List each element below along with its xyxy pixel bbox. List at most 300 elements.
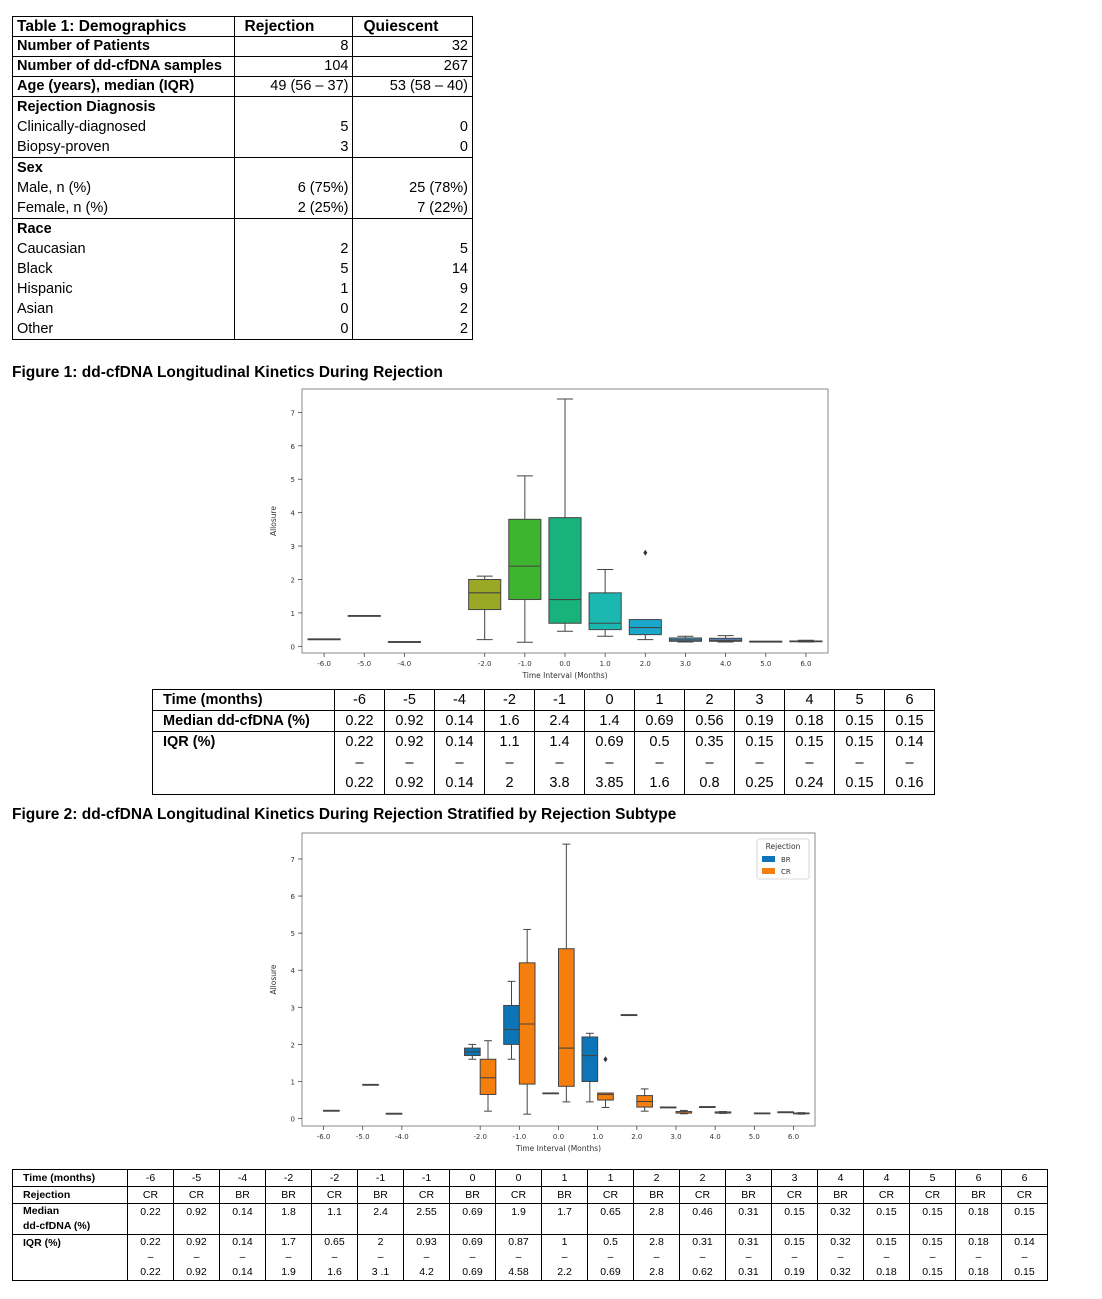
- median-row-cell: 2.4: [358, 1204, 404, 1235]
- iqr-low: 0.92: [395, 734, 424, 750]
- iqr-dash: –: [653, 1251, 660, 1263]
- median-row-cell: 0.18: [956, 1204, 1002, 1235]
- table1-row: [13, 77, 473, 97]
- table1-title: Table 1: Demographics: [13, 17, 235, 37]
- iqr-high: 0.22: [140, 1266, 161, 1278]
- y-tick-label: 2: [290, 1041, 295, 1050]
- rejection-value: 104: [234, 57, 353, 77]
- iqr-high: 1.6: [649, 775, 670, 791]
- median-row-cell: 1.8: [266, 1204, 312, 1235]
- iqr-low: 0.93: [416, 1236, 437, 1248]
- iqr-dash: –: [285, 1251, 292, 1263]
- rejection-row-cell: CR: [128, 1187, 174, 1204]
- iqr-row-cell: [312, 1235, 358, 1281]
- iqr-dash: –: [655, 754, 664, 771]
- time-row-cell: -5: [385, 690, 435, 711]
- iqr-row: [153, 732, 935, 795]
- item-quiescent: 5: [459, 241, 468, 257]
- y-tick-label: 7: [290, 855, 295, 864]
- iqr-box: [469, 579, 501, 609]
- iqr-high: 0.18: [876, 1266, 897, 1278]
- median-row-cell: 0.32: [818, 1204, 864, 1235]
- group-rejection-values: [234, 219, 353, 340]
- iqr-high: 0.16: [895, 775, 924, 791]
- x-tick-label: -5.0: [355, 1133, 370, 1141]
- group-labels: [13, 97, 235, 158]
- quiescent-value: 53 (58 – 40): [353, 77, 473, 97]
- y-tick-label: 0: [290, 1115, 295, 1124]
- figure2-boxplot: [260, 828, 820, 1158]
- iqr-dash: –: [147, 1251, 154, 1263]
- iqr-low: 0.69: [595, 734, 624, 750]
- iqr-row-cell: [885, 732, 935, 795]
- iqr-high: 0.14: [445, 775, 474, 791]
- x-tick-label: -1.0: [512, 1133, 527, 1141]
- y-tick-label: 6: [290, 893, 295, 902]
- x-tick-label: -6.0: [316, 1133, 331, 1141]
- iqr-box: [559, 949, 575, 1087]
- iqr-low: 0.14: [445, 734, 474, 750]
- col-quiescent: Quiescent: [353, 17, 473, 37]
- median-row-cell: 0.92: [174, 1204, 220, 1235]
- median-row-cell: 0.46: [680, 1204, 726, 1235]
- iqr-low: 0.35: [695, 734, 724, 750]
- y-tick-label: 4: [290, 967, 295, 976]
- box--6: [308, 639, 340, 640]
- iqr-row-cell: [772, 1235, 818, 1281]
- y-tick-label: 1: [290, 609, 295, 618]
- time-row-cell: -1: [358, 1170, 404, 1187]
- figure2-summary-table: [12, 1169, 1048, 1281]
- time-row-cell: 3: [735, 690, 785, 711]
- iqr-low: 0.5: [649, 734, 670, 750]
- rejection-value: 8: [234, 37, 353, 57]
- rejection-row-cell: CR: [772, 1187, 818, 1204]
- iqr-box: [504, 1005, 520, 1044]
- time-row-cell: 4: [785, 690, 835, 711]
- item-rejection: 2 (25%): [297, 200, 349, 216]
- item-quiescent: 0: [459, 139, 468, 155]
- spacer: [239, 97, 349, 117]
- item-rejection: 5: [340, 119, 349, 135]
- time-row-cell: 3: [772, 1170, 818, 1187]
- iqr-row-cell: [535, 732, 585, 795]
- col-rejection: Rejection: [234, 17, 353, 37]
- time-row-cell: -1: [535, 690, 585, 711]
- x-tick-label: 5.0: [748, 1133, 760, 1141]
- median-row-label: [13, 1204, 128, 1235]
- x-tick-label: 0.0: [559, 660, 571, 668]
- demographics-table: [12, 16, 473, 340]
- y-tick-label: 6: [290, 442, 295, 451]
- figure1-boxplot: [260, 384, 840, 684]
- iqr-box: [480, 1059, 496, 1094]
- spacer: [357, 219, 468, 239]
- x-tick-label: 3.0: [670, 1133, 682, 1141]
- iqr-low: 2: [377, 1236, 384, 1248]
- item-rejection: 3: [340, 139, 349, 155]
- spacer: [239, 158, 349, 178]
- median-row-cell: 1.9: [496, 1204, 542, 1235]
- x-axis-label: Time Interval (Months): [515, 1144, 602, 1153]
- rejection-row-cell: CR: [588, 1187, 634, 1204]
- median-row-cell: 0.22: [128, 1204, 174, 1235]
- group-quiescent-values: [353, 97, 473, 158]
- group-header: Rejection Diagnosis: [17, 99, 156, 115]
- iqr-dash: –: [193, 1251, 200, 1263]
- group-labels: [13, 219, 235, 340]
- iqr-dash: –: [905, 754, 914, 771]
- iqr-high: 0.19: [784, 1266, 805, 1278]
- iqr-dash: –: [331, 1251, 338, 1263]
- item-label: Caucasian: [17, 241, 86, 257]
- rejection-row-label: Rejection: [13, 1187, 128, 1204]
- median-row-cell: 0.14: [435, 711, 485, 732]
- row-label: Number of dd-cfDNA samples: [13, 57, 235, 77]
- median-row-cell: 0.92: [385, 711, 435, 732]
- median-row-cell: 0.15: [835, 711, 885, 732]
- iqr-row-cell: [404, 1235, 450, 1281]
- group-labels: [13, 158, 235, 219]
- y-tick-label: 1: [290, 1078, 295, 1087]
- figure1-title: Figure 1: dd-cfDNA Longitudinal Kinetics During Rejection: [12, 364, 443, 381]
- iqr-low: 2.8: [649, 1236, 664, 1248]
- iqr-dash: –: [377, 1251, 384, 1263]
- item-quiescent: 2: [459, 301, 468, 317]
- x-tick-label: 2.0: [631, 1133, 643, 1141]
- median-row-cell: 0.14: [220, 1204, 266, 1235]
- iqr-row-cell: [785, 732, 835, 795]
- y-tick-label: 5: [290, 476, 295, 485]
- item-label: Biopsy-proven: [17, 139, 110, 155]
- iqr-low: 1: [561, 1236, 568, 1248]
- legend-swatch: [762, 856, 775, 862]
- x-tick-label: 1.0: [592, 1133, 604, 1141]
- table1-group-row: [13, 158, 473, 219]
- iqr-box: [589, 593, 621, 630]
- x-tick-label: 6.0: [800, 660, 812, 668]
- row-label: Number of Patients: [13, 37, 235, 57]
- iqr-high: 0.15: [1014, 1266, 1035, 1278]
- iqr-high: 3.85: [595, 775, 624, 791]
- figure2-title: Figure 2: dd-cfDNA Longitudinal Kinetics During Rejection Stratified by Rejection Subtype: [12, 806, 677, 823]
- item-rejection: 0: [340, 321, 349, 337]
- x-tick-label: 0.0: [552, 1133, 565, 1141]
- time-row-cell: -4: [435, 690, 485, 711]
- time-row-cell: 0: [585, 690, 635, 711]
- time-row-cell: 1: [588, 1170, 634, 1187]
- rejection-row: [13, 1187, 1048, 1204]
- item-rejection: 0: [340, 301, 349, 317]
- box-CR--6: [324, 1110, 340, 1111]
- iqr-low: 1.1: [499, 734, 520, 750]
- box-BR--4: [386, 1113, 402, 1114]
- time-row-label: Time (months): [13, 1170, 128, 1187]
- y-tick-label: 7: [290, 409, 295, 418]
- item-label: Hispanic: [17, 281, 73, 297]
- box-BR-3: [660, 1107, 676, 1108]
- item-label: Male, n (%): [17, 180, 92, 196]
- rejection-row-cell: CR: [496, 1187, 542, 1204]
- x-tick-label: -6.0: [317, 660, 331, 668]
- figure1-summary-table: [152, 689, 935, 795]
- item-label: Asian: [17, 301, 54, 317]
- iqr-dash: –: [469, 1251, 476, 1263]
- group-header: Race: [17, 221, 52, 237]
- rejection-row-cell: BR: [956, 1187, 1002, 1204]
- median-row-cell: 0.15: [772, 1204, 818, 1235]
- y-tick-label: 0: [290, 643, 295, 652]
- y-tick-label: 5: [290, 930, 295, 939]
- box-BR-0: [543, 1093, 559, 1094]
- iqr-high: 0.92: [395, 775, 424, 791]
- iqr-dash: –: [561, 1251, 568, 1263]
- iqr-dash: –: [355, 754, 364, 771]
- iqr-row-cell: [685, 732, 735, 795]
- iqr-low: 0.18: [968, 1236, 989, 1248]
- iqr-low: 0.15: [745, 734, 774, 750]
- x-tick-label: 3.0: [679, 660, 692, 668]
- table1-header-row: [13, 17, 473, 37]
- item-label: Clinically-diagnosed: [17, 119, 146, 135]
- iqr-row-cell: [635, 732, 685, 795]
- time-row-cell: 6: [956, 1170, 1002, 1187]
- rejection-row-cell: BR: [266, 1187, 312, 1204]
- median-row-cell: 0.15: [910, 1204, 956, 1235]
- iqr-high: 0.62: [692, 1266, 713, 1278]
- box-CR--5: [363, 1084, 379, 1085]
- time-row-cell: -6: [335, 690, 385, 711]
- iqr-row-cell: [220, 1235, 266, 1281]
- time-row: [13, 1170, 1048, 1187]
- iqr-high: 0.69: [600, 1266, 621, 1278]
- box-5: [750, 641, 782, 642]
- legend-swatch: [762, 868, 775, 874]
- iqr-dash: –: [699, 1251, 706, 1263]
- iqr-row-cell: [735, 732, 785, 795]
- x-tick-label: 6.0: [787, 1133, 800, 1141]
- iqr-low: 0.14: [1014, 1236, 1035, 1248]
- iqr-low: 0.69: [462, 1236, 483, 1248]
- iqr-low: 1.7: [281, 1236, 296, 1248]
- iqr-low: 0.31: [738, 1236, 759, 1248]
- iqr-row-cell: [435, 732, 485, 795]
- iqr-dash: –: [929, 1251, 936, 1263]
- time-row-cell: -6: [128, 1170, 174, 1187]
- iqr-high: 0.31: [738, 1266, 759, 1278]
- group-header: Sex: [17, 160, 43, 176]
- y-tick-label: 3: [290, 1004, 295, 1013]
- box-BR-2: [621, 1015, 637, 1016]
- rejection-row-cell: CR: [174, 1187, 220, 1204]
- x-tick-label: -2.0: [477, 660, 492, 668]
- iqr-row-cell: [485, 732, 535, 795]
- median-row-cell: 1.4: [585, 711, 635, 732]
- iqr-high: 0.22: [345, 775, 374, 791]
- y-tick-label: 2: [290, 576, 295, 585]
- x-tick-label: 2.0: [639, 660, 651, 668]
- iqr-dash: –: [423, 1251, 430, 1263]
- iqr-row-cell: [385, 732, 435, 795]
- time-row-cell: 6: [885, 690, 935, 711]
- rejection-row-cell: BR: [634, 1187, 680, 1204]
- item-quiescent: 2: [459, 321, 468, 337]
- iqr-row-cell: [588, 1235, 634, 1281]
- iqr-dash: –: [745, 1251, 752, 1263]
- time-row-cell: 1: [635, 690, 685, 711]
- table1-row: [13, 37, 473, 57]
- x-tick-label: -4.0: [395, 1133, 409, 1141]
- time-row-cell: 5: [835, 690, 885, 711]
- iqr-dash: –: [791, 1251, 798, 1263]
- time-row-cell: -2: [312, 1170, 358, 1187]
- iqr-high: 0.69: [462, 1266, 483, 1278]
- time-row-cell: 4: [864, 1170, 910, 1187]
- rejection-value: 49 (56 – 37): [234, 77, 353, 97]
- median-label-line2: dd-cfDNA (%): [23, 1220, 91, 1232]
- time-row-cell: -1: [404, 1170, 450, 1187]
- rejection-row-cell: BR: [818, 1187, 864, 1204]
- iqr-high: 2.8: [649, 1266, 664, 1278]
- iqr-dash: –: [975, 1251, 982, 1263]
- x-tick-label: -5.0: [357, 660, 372, 668]
- iqr-dash: –: [605, 754, 614, 771]
- median-row-label: Median dd-cfDNA (%): [153, 711, 335, 732]
- median-row: [13, 1204, 1048, 1235]
- x-tick-label: 1.0: [599, 660, 611, 668]
- box-BR-6: [778, 1112, 794, 1113]
- box--5: [348, 616, 380, 617]
- x-tick-label: 4.0: [720, 660, 732, 668]
- iqr-high: 0.8: [699, 775, 720, 791]
- item-rejection: 6 (75%): [297, 180, 349, 196]
- rejection-row-cell: BR: [358, 1187, 404, 1204]
- time-row-cell: 2: [634, 1170, 680, 1187]
- table1-group-row: [13, 219, 473, 340]
- time-row-cell: 4: [818, 1170, 864, 1187]
- legend: [757, 839, 809, 879]
- y-tick-label: 4: [290, 509, 295, 518]
- median-row: [153, 711, 935, 732]
- time-row-cell: 0: [496, 1170, 542, 1187]
- iqr-row-cell: [128, 1235, 174, 1281]
- iqr-row: [13, 1235, 1048, 1281]
- time-row-label: Time (months): [153, 690, 335, 711]
- item-quiescent: 9: [459, 281, 468, 297]
- iqr-row-label: IQR (%): [153, 732, 335, 795]
- quiescent-value: 267: [353, 57, 473, 77]
- iqr-box: [519, 963, 535, 1084]
- item-quiescent: 14: [451, 261, 468, 277]
- rejection-row-cell: BR: [542, 1187, 588, 1204]
- rejection-row-cell: BR: [450, 1187, 496, 1204]
- iqr-low: 1.4: [549, 734, 570, 750]
- x-tick-label: -4.0: [397, 660, 412, 668]
- iqr-row-cell: [726, 1235, 772, 1281]
- iqr-low: 0.22: [345, 734, 374, 750]
- time-row-cell: 0: [450, 1170, 496, 1187]
- iqr-low: 0.15: [795, 734, 824, 750]
- iqr-dash: –: [855, 754, 864, 771]
- iqr-row-cell: [585, 732, 635, 795]
- iqr-high: 4.2: [419, 1266, 434, 1278]
- box-CR-6: [793, 1113, 809, 1114]
- iqr-row-cell: [864, 1235, 910, 1281]
- iqr-high: 0.15: [922, 1266, 943, 1278]
- iqr-row-cell: [818, 1235, 864, 1281]
- iqr-low: 0.31: [692, 1236, 713, 1248]
- iqr-dash: –: [1021, 1251, 1028, 1263]
- box-6: [790, 640, 822, 642]
- time-row-cell: 2: [680, 1170, 726, 1187]
- item-label: Female, n (%): [17, 200, 109, 216]
- iqr-high: 0.92: [186, 1266, 207, 1278]
- iqr-box: [549, 518, 581, 624]
- median-row-cell: 0.15: [1002, 1204, 1048, 1235]
- iqr-box: [509, 519, 541, 599]
- iqr-high: 0.24: [795, 775, 824, 791]
- y-axis-label: Allosure: [269, 964, 278, 995]
- median-label-line1: Median: [23, 1205, 60, 1217]
- time-row-cell: -5: [174, 1170, 220, 1187]
- iqr-row-cell: [835, 732, 885, 795]
- iqr-dash: –: [607, 1251, 614, 1263]
- iqr-dash: –: [883, 1251, 890, 1263]
- time-row-cell: 2: [685, 690, 735, 711]
- median-row-cell: 0.65: [588, 1204, 634, 1235]
- iqr-row-cell: [910, 1235, 956, 1281]
- rejection-row-cell: CR: [1002, 1187, 1048, 1204]
- box-CR-5: [754, 1113, 770, 1114]
- median-row-cell: 2.55: [404, 1204, 450, 1235]
- median-row-cell: 0.69: [450, 1204, 496, 1235]
- iqr-high: 0.32: [830, 1266, 851, 1278]
- median-row-cell: 0.31: [726, 1204, 772, 1235]
- iqr-row-cell: [542, 1235, 588, 1281]
- item-label: Black: [17, 261, 53, 277]
- iqr-dash: –: [405, 754, 414, 771]
- group-rejection-values: [234, 158, 353, 219]
- iqr-low: 0.14: [895, 734, 924, 750]
- legend-entry: CR: [781, 868, 791, 876]
- spacer: [239, 219, 349, 239]
- time-row-cell: -2: [485, 690, 535, 711]
- iqr-high: 0.14: [232, 1266, 253, 1278]
- x-axis-label: Time Interval (Months): [522, 671, 608, 680]
- legend-title: Rejection: [765, 842, 801, 851]
- time-row-cell: 5: [910, 1170, 956, 1187]
- iqr-low: 0.15: [845, 734, 874, 750]
- box-CR-4: [715, 1112, 731, 1114]
- iqr-low: 0.87: [508, 1236, 529, 1248]
- iqr-row-cell: [335, 732, 385, 795]
- iqr-dash: –: [455, 754, 464, 771]
- iqr-low: 0.14: [232, 1236, 253, 1248]
- iqr-low: 0.32: [830, 1236, 851, 1248]
- iqr-row-cell: [680, 1235, 726, 1281]
- iqr-low: 0.22: [140, 1236, 161, 1248]
- rejection-row-cell: CR: [864, 1187, 910, 1204]
- iqr-high: 4.58: [508, 1266, 529, 1278]
- rejection-row-cell: CR: [312, 1187, 358, 1204]
- median-row-cell: 2.4: [535, 711, 585, 732]
- quiescent-value: 32: [353, 37, 473, 57]
- iqr-dash: –: [837, 1251, 844, 1263]
- item-rejection: 1: [340, 281, 349, 297]
- iqr-high: 1.6: [327, 1266, 342, 1278]
- iqr-dash: –: [555, 754, 564, 771]
- time-row-cell: -2: [266, 1170, 312, 1187]
